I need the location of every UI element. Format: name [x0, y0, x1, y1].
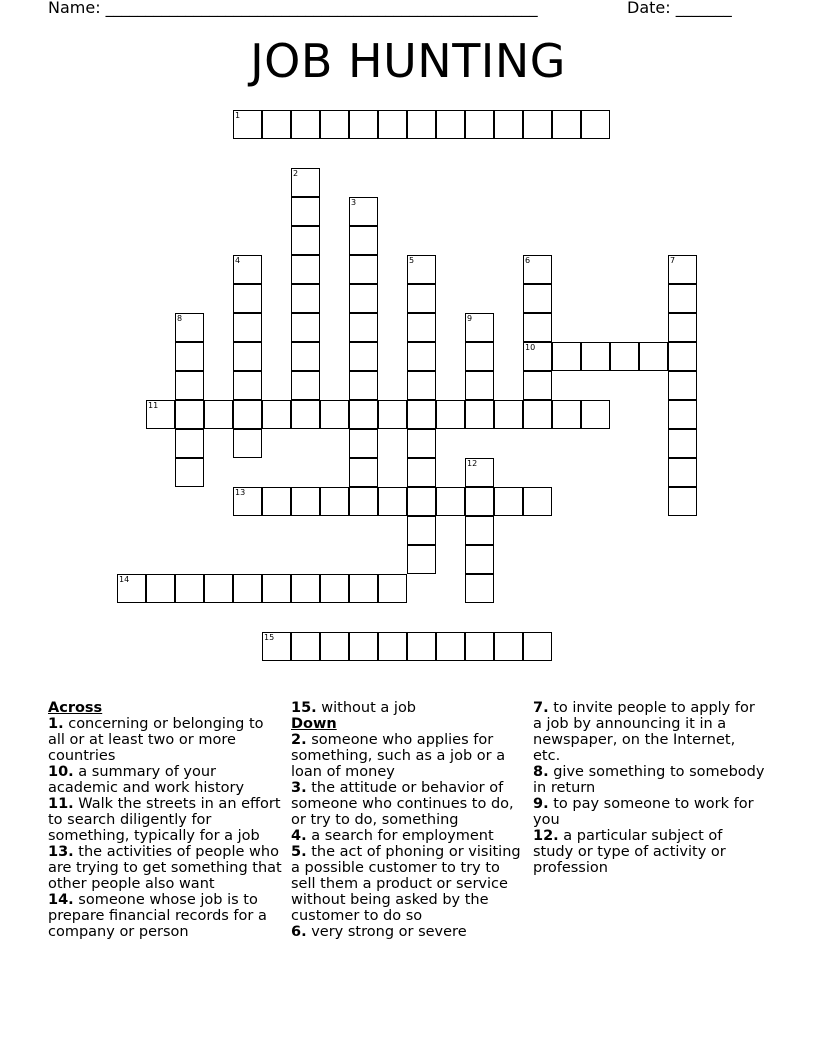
grid-cell[interactable] [291, 226, 320, 255]
grid-cell[interactable] [349, 632, 378, 661]
grid-cell[interactable] [175, 458, 204, 487]
clue-across-15: 15. without a job [291, 700, 417, 716]
grid-cell[interactable] [320, 574, 349, 603]
grid-cell[interactable] [465, 110, 494, 139]
grid-cell[interactable] [291, 400, 320, 429]
grid-cell[interactable] [523, 110, 552, 139]
grid-cell[interactable] [407, 429, 436, 458]
clue-number-label: 5 [409, 256, 415, 265]
clue-column-2 [291, 700, 521, 940]
grid-cell[interactable] [581, 110, 610, 139]
grid-cell[interactable] [465, 545, 494, 574]
clue-across-10: 10. a summary of your academic and work history [48, 764, 245, 796]
grid-cell[interactable] [320, 632, 349, 661]
grid-cell[interactable] [552, 400, 581, 429]
clue-down-12: 12. a particular subject of study or type of activity or profession [533, 828, 726, 876]
grid-cell[interactable] [523, 313, 552, 342]
grid-cell[interactable] [407, 400, 436, 429]
grid-cell[interactable] [407, 545, 436, 574]
grid-cell[interactable] [204, 574, 233, 603]
grid-cell[interactable] [349, 313, 378, 342]
grid-cell[interactable] [378, 574, 407, 603]
grid-cell[interactable] [494, 632, 523, 661]
grid-cell[interactable] [581, 342, 610, 371]
grid-cell[interactable] [233, 371, 262, 400]
grid-cell[interactable] [552, 342, 581, 371]
grid-cell[interactable] [523, 371, 552, 400]
clue-number-label: 1 [235, 111, 241, 120]
clue-down-3: 3. the attitude or behavior of someone who continues to do, or try to do, something [291, 780, 514, 828]
grid-cell[interactable] [349, 429, 378, 458]
clue-number-label: 12 [467, 459, 478, 468]
grid-cell[interactable] [349, 226, 378, 255]
clue-down-8: 8. give something to somebody in return [533, 764, 765, 796]
grid-cell[interactable] [262, 574, 291, 603]
grid-cell[interactable] [465, 574, 494, 603]
grid-cell[interactable] [378, 400, 407, 429]
grid-cell[interactable] [146, 574, 175, 603]
grid-cell[interactable] [175, 429, 204, 458]
clue-across-14: 14. someone whose job is to prepare financial records for a company or person [48, 892, 267, 940]
grid-cell[interactable] [262, 400, 291, 429]
grid-cell[interactable] [494, 400, 523, 429]
clue-down-4: 4. a search for employment [291, 828, 494, 844]
clue-number-label: 11 [148, 401, 159, 410]
grid-cell[interactable] [291, 255, 320, 284]
grid-cell[interactable] [581, 400, 610, 429]
grid-cell[interactable] [378, 110, 407, 139]
grid-cell[interactable] [465, 487, 494, 516]
grid-cell[interactable] [610, 342, 639, 371]
grid-cell[interactable] [407, 632, 436, 661]
grid-cell[interactable] [407, 487, 436, 516]
grid-cell[interactable] [291, 632, 320, 661]
clue-number-label: 6 [525, 256, 531, 265]
clue-number-label: 13 [235, 488, 246, 497]
grid-cell[interactable] [668, 429, 697, 458]
clue-number-label: 2 [293, 169, 299, 178]
grid-cell[interactable] [349, 371, 378, 400]
grid-cell[interactable] [320, 487, 349, 516]
clue-across-1: 1. concerning or belonging to all or at least two or more countries [48, 716, 264, 764]
clue-number-label: 7 [670, 256, 676, 265]
grid-cell[interactable] [407, 371, 436, 400]
grid-cell[interactable] [639, 342, 668, 371]
grid-cell[interactable] [523, 487, 552, 516]
grid-cell[interactable] [233, 400, 262, 429]
grid-cell[interactable] [233, 574, 262, 603]
grid-cell[interactable] [436, 632, 465, 661]
grid-cell[interactable] [407, 458, 436, 487]
grid-cell[interactable] [349, 574, 378, 603]
page-title: JOB HUNTING [250, 34, 566, 88]
grid-cell[interactable] [349, 255, 378, 284]
date-field[interactable]: Date: _______ [627, 0, 732, 17]
grid-cell[interactable] [436, 400, 465, 429]
clue-down-9: 9. to pay someone to work for you [533, 796, 754, 828]
clue-number-label: 14 [119, 575, 130, 584]
grid-cell[interactable] [262, 110, 291, 139]
grid-cell[interactable] [349, 110, 378, 139]
grid-cell[interactable] [494, 487, 523, 516]
name-field[interactable]: Name: ______________________________________________________ [48, 0, 538, 17]
grid-cell[interactable] [407, 284, 436, 313]
clue-number-label: 9 [467, 314, 473, 323]
grid-cell[interactable] [436, 487, 465, 516]
clue-number-label: 10 [525, 343, 536, 352]
clue-down-6: 6. very strong or severe [291, 924, 467, 940]
grid-cell[interactable] [233, 284, 262, 313]
grid-cell[interactable] [668, 371, 697, 400]
grid-cell[interactable] [668, 284, 697, 313]
grid-cell[interactable] [465, 342, 494, 371]
down-heading: Down [291, 716, 337, 732]
grid-cell[interactable] [262, 487, 291, 516]
grid-cell[interactable] [668, 342, 697, 371]
grid-cell[interactable] [175, 400, 204, 429]
grid-cell[interactable] [291, 284, 320, 313]
grid-cell[interactable] [233, 342, 262, 371]
clue-column-3 [533, 700, 765, 876]
grid-cell[interactable] [349, 400, 378, 429]
grid-cell[interactable] [175, 574, 204, 603]
grid-cell[interactable] [349, 284, 378, 313]
grid-cell[interactable] [291, 342, 320, 371]
grid-cell[interactable] [552, 110, 581, 139]
grid-cell[interactable] [291, 110, 320, 139]
clue-number-label: 15 [264, 633, 275, 642]
grid-cell[interactable] [465, 371, 494, 400]
clue-number-label: 3 [351, 198, 357, 207]
grid-cell[interactable] [291, 487, 320, 516]
clue-down-7: 7. to invite people to apply for a job by announcing it in a newspaper, on the Internet, etc. [533, 700, 755, 764]
clue-down-5: 5. the act of phoning or visiting a possible customer to try to sell them a product or service without being asked by the customer to do so [291, 844, 521, 924]
grid-cell[interactable] [291, 371, 320, 400]
grid-cell[interactable] [175, 371, 204, 400]
grid-cell[interactable] [349, 342, 378, 371]
clue-number-label: 8 [177, 314, 183, 323]
grid-cell[interactable] [320, 400, 349, 429]
grid-cell[interactable] [320, 110, 349, 139]
grid-cell[interactable] [407, 110, 436, 139]
grid-cell[interactable] [465, 516, 494, 545]
grid-cell[interactable] [349, 487, 378, 516]
grid-cell[interactable] [407, 342, 436, 371]
clue-across-13: 13. the activities of people who are trying to get something that other people also want [48, 844, 282, 892]
grid-cell[interactable] [204, 400, 233, 429]
clue-column-1 [48, 700, 283, 940]
grid-cell[interactable] [407, 516, 436, 545]
grid-cell[interactable] [668, 313, 697, 342]
grid-cell[interactable] [668, 400, 697, 429]
grid-cell[interactable] [291, 197, 320, 226]
grid-cell[interactable] [291, 313, 320, 342]
grid-cell[interactable] [378, 632, 407, 661]
grid-cell[interactable] [349, 458, 378, 487]
grid-cell[interactable] [175, 342, 204, 371]
grid-cell[interactable] [668, 487, 697, 516]
grid-cell[interactable] [291, 574, 320, 603]
grid-cell[interactable] [668, 458, 697, 487]
grid-cell[interactable] [436, 110, 465, 139]
grid-cell[interactable] [523, 284, 552, 313]
clue-down-2: 2. someone who applies for something, such as a job or a loan of money [291, 732, 506, 780]
grid-cell[interactable] [494, 110, 523, 139]
grid-cell[interactable] [233, 313, 262, 342]
grid-cell[interactable] [465, 400, 494, 429]
clue-across-11: 11. Walk the streets in an effort to search diligently for something, typically for a job [48, 796, 281, 844]
across-heading: Across [48, 700, 103, 716]
grid-cell[interactable] [465, 632, 494, 661]
clue-number-label: 4 [235, 256, 241, 265]
grid-cell[interactable] [378, 487, 407, 516]
grid-cell[interactable] [523, 400, 552, 429]
grid-cell[interactable] [407, 313, 436, 342]
grid-cell[interactable] [233, 429, 262, 458]
grid-cell[interactable] [523, 632, 552, 661]
